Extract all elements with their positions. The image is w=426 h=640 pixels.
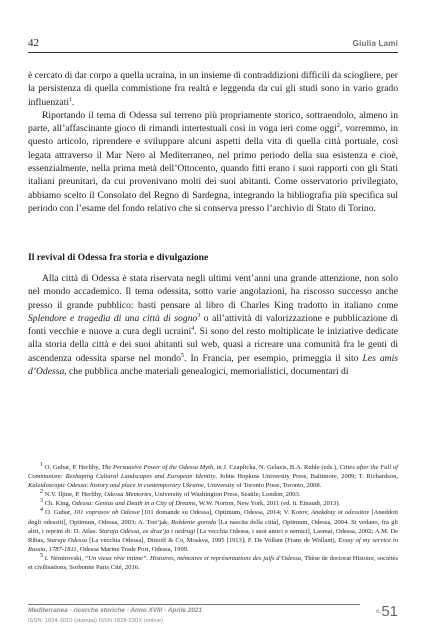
footnote-5-text-a: I. Némirovski, [43,554,85,562]
intro-paragraph-1 [28,69,398,109]
footer-page-number [376,603,398,621]
footer-page-value: 51 [381,603,398,620]
footnote-4-text-c: [Aneddoti degli odessiti], Optimum, Odessa, 2003; A. Tret’jak, [28,509,398,526]
footnote-2 [28,490,398,499]
footnote-1-text-d: , University of Toronto Press, Toronto, 2008. [203,482,322,490]
section-text [28,272,398,378]
section-text-c: . Si sono del resto moltiplicate le iniziative dedicate alla storia della città e dei suoi abitanti sul web, quasi a ricreare una comunità fra le genti di ascendenza odessita sparse nel mondo [28,326,398,364]
journal-title: Mediterranea - ricerche storiche - Anno XVIII - Aprile 2021 [28,607,202,614]
footnote-ref-5[interactable]: 5 [181,352,185,359]
section-text-b: o all’attività di valorizzazione e pubblicazione di fonti vecchie e nuove a cura degli ucraini [28,312,399,338]
intro-p2-text: Riportando il tema di Odessa sul terreno più propriamente storico, sottraendolo, almeno in parte, all’affascinante gioco di rimandi intertestuali così in voga ieri come oggi [28,109,398,135]
footnote-5-text-b: , Thèse de doctorat Histoire, sociétés et civilisations, Sorbonne Paris Cité, 2016. [28,554,398,572]
footnote-2-text-b: , University of Washington Press, Seattle; London, 2003. [151,491,301,499]
page-number: 42 [28,37,39,49]
intro-paragraph-2 [28,109,398,215]
footer-rule [28,604,360,605]
footnotes [28,463,398,572]
footnote-1-title-3: Kaleidoscopic Odessa: history and place in contemporary Ukraine [28,482,204,490]
footnote-4-text-g: , Odessa Marine Trade Port, Odessa, 1999. [76,545,189,553]
intro-p1-end: . [72,96,75,108]
footnote-4-title-4: Staraja Odessa, ee druz’ja i nedrugi [98,527,196,535]
footnote-4-title-3: Roždenie goroda [171,518,217,526]
footnote-1-title-2: Cities after the Fall of Communism: Reshaping Cultural Landscapes and European Identity [28,464,398,481]
footnote-ref-3[interactable]: 3 [197,312,201,319]
footnote-ref-1[interactable]: 1 [69,96,73,103]
running-head-author: Giulia Lami [352,39,398,48]
footnote-1-mark: 1 [40,461,43,468]
footer-page-prefix: n. [376,609,382,615]
footnote-4-text-f: [La vecchia Odessa], Dimoff & Co, Moskva, 1995 [1913]; F. De Vollant (Frans de Wollant), [87,536,339,544]
footnote-5-title-1: “Un vieux rêve intime”. Histoires, mémoires et représentations des juifs d’Odessa [84,554,302,562]
intro-text [28,69,398,215]
footnote-1-text-c: , Johns Hopkins University Press, Baltimore, 2009; T. Richardson, [215,473,398,481]
footnote-4-text-d: [La nascita della città], Optimum, Odessa, 2004. Si vedano, fra gli altri, i reprint di: D. Atlas. [28,518,399,535]
footnote-4-title-2: Anekdoty ot odessitov [311,509,370,517]
footnote-3-text-a: Ch. King, [43,500,72,508]
footnote-4-title-5: Staraja Odessa [46,536,88,544]
intro-p2-end: , vorremmo, in questo articolo, riprendere e sviluppare alcuni aspetti della vita di quella città portuale, così legata attraverso il Mar Nero al Mediterraneo, nel primo periodo della sua esistenza e cioè, essenzialmente, nella prima metà dell’Ottocento, quando fitti erano i suoi rapporti con gli Stati italiani preunitari, da cui provenivano molti dei suoi abitanti. Come osservatorio privilegiato, abbiamo scelto il Consolato del Regno di Sardegna, integrando la bibliografia più specifica sul periodo con l’esame del fondo relativo che si conserva presso l’archivio di Stato di Torino. [28,123,398,214]
footnote-4-mark: 4 [40,507,43,514]
footnote-4 [28,508,398,553]
footnote-ref-2[interactable]: 2 [336,123,340,129]
section-paragraph [28,272,398,378]
footnote-2-mark: 2 [40,489,43,496]
footnote-3-text-b: , W.W. Norton, New York, 2011 (ed. it. Einaudi, 2013). [195,500,341,508]
footnote-4-text-e: [La vecchia Odessa, i suoi amici e nemici], Lasmai, Odessa, 2002; A.M. De Ribas, [28,527,399,544]
footnote-1-title-1: The Persuasive Power of the Odessa Myth [101,464,214,471]
section-text-d: . In Francia, per esempio, primeggia il sito [184,352,363,364]
footnote-ref-4[interactable]: 4 [191,326,195,332]
section-heading: Il revival di Odessa fra storia e divulgazione [28,252,209,263]
footnote-4-text-b: [101 domande su Odessa], Optimum, Odessa, 2014; V. Kotov, [139,509,312,517]
site-name-amis-odessa: Les amis d’Odessa [28,352,398,378]
footnote-5 [28,554,398,572]
footnote-2-text-a: N.V. Iljine, P. Herlihy, [43,491,105,499]
footnote-1-text-b: , in J. Czaplicka, N. Gelazis, B.A. Ruble (eds.), [213,464,340,471]
footnote-4-title-1: 101 voprasov ob Odesse [73,509,140,517]
header-rule [28,52,398,53]
footnote-1 [28,463,398,490]
footnote-3-mark: 3 [40,498,43,505]
footnote-1-text-a: O. Gubar, P. Herlihy, [43,464,102,471]
footnote-4-text-a: O. Gubar, [43,509,74,517]
book-title-splendore: Splendore e tragedia di una città di sogno [28,312,198,324]
section-text-a: Alla città di Odessa è stata riservata negli ultimi vent’anni una grande attenzione, non solo nel mondo accademico. Il tema odessita, sotto varie angolazioni, ha riscosso successo anche presso il grande pubblico: basti pensare al libro di Charles King tradotto in italiano come [28,273,398,311]
intro-p1-text: è cercato di dar corpo a quella ucraina, in un insieme di contraddizioni difficili da sciogliere, per la persistenza di quella commistione fra realtà e leggenda da cui gli studi sono in vario grado influenzati [28,70,398,108]
issn-line: ISSN: 1824-3010 (stampa) ISSN 1828-230X (online) [28,618,164,624]
footnote-3 [28,499,398,508]
footnote-4-title-6: Essay of my service in Russia, 1787-1811 [28,536,399,553]
footnote-5-mark: 5 [40,552,43,559]
footnote-2-title-1: Odessa Memories [104,491,152,499]
footnote-3-title-1: Odessa: Genius and Death in a City of Dreams [71,500,196,508]
section-text-e: , che pubblica anche materiali genealogici, memorialistici, documentari di [64,366,349,378]
